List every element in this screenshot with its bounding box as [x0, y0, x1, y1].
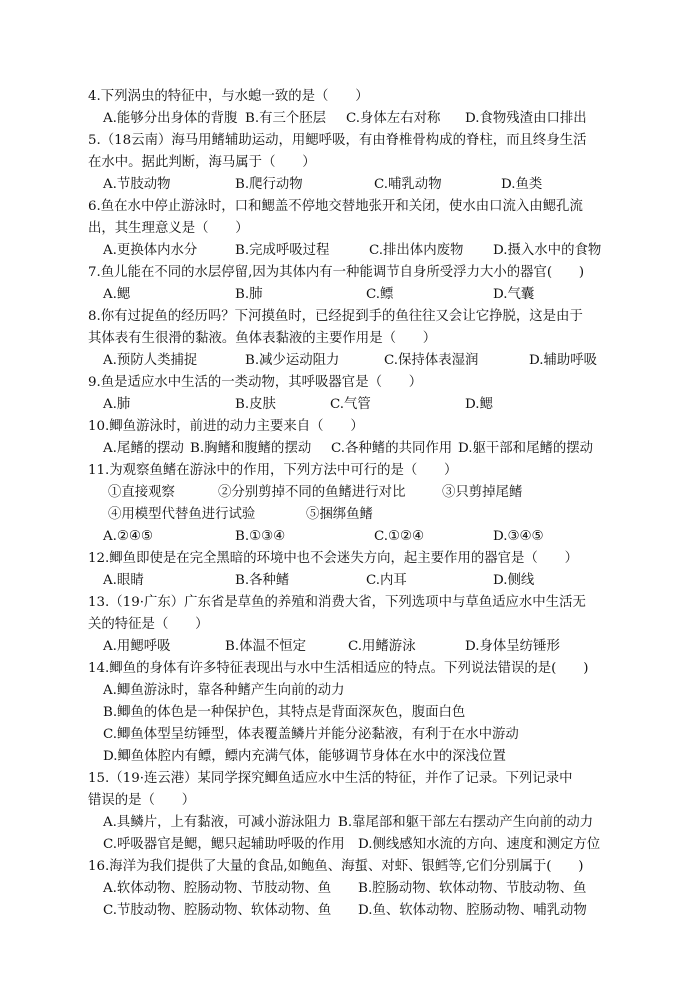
option-a: A.具鳞片，上有黏液，可减小游泳阻力: [103, 815, 332, 830]
option-a: A.尾鳍的摆动: [103, 441, 184, 456]
option-d: D.身体呈纺锤形: [465, 639, 560, 654]
sub-option-4: ④用模型代替鱼进行试验: [108, 507, 256, 522]
option-d: D.气囊: [493, 287, 535, 302]
option-d: D.③④⑤: [493, 529, 544, 544]
question-13-options: [0, 636, 696, 658]
option-d: D.食物残渣由口排出: [465, 111, 587, 126]
option-a: A.节肢动物: [103, 177, 171, 192]
option-d: D.摄入水中的食物: [493, 243, 602, 258]
question-5-stem-cont: 在水中。据此判断，海马属于（ ）: [88, 155, 316, 170]
question-13-stem: 13.（19·广东）广东省是草鱼的养殖和消费大省，下列选项中与草鱼适应水中生活无: [88, 595, 586, 610]
option-d: D.辅助呼吸: [529, 353, 598, 368]
option-b: B.体温不恒定: [225, 639, 307, 654]
question-16-options-row-2: [0, 900, 696, 922]
question-5-stem: 5.（18云南）海马用鳍辅助运动，用鳃呼吸，有由脊椎骨构成的脊柱，而且终身生活: [88, 133, 587, 148]
option-c: C.鲫鱼体型呈纺锤型，体表覆盖鳞片并能分泌黏液，有利于在水中游动: [103, 727, 519, 742]
question-6-stem: 6.鱼在水中停止游泳时，口和鳃盖不停地交替地张开和关闭，使水由口流入由鳃孔流: [88, 199, 583, 214]
question-13-stem-cont: 关的特征是（ ）: [88, 617, 209, 632]
option-c: C.身体左右对称: [346, 111, 441, 126]
option-b: B.靠尾部和躯干部左右摆动产生向前的动力: [338, 815, 594, 830]
question-15-stem-cont: 错误的是（ ）: [88, 793, 196, 808]
option-c: C.内耳: [366, 573, 407, 588]
option-a: A.鳃: [103, 287, 131, 302]
option-d: D.鲫鱼体腔内有鳔，鳔内充满气体，能够调节身体在水中的深浅位置: [103, 749, 506, 764]
question-14-stem: 14.鲫鱼的身体有许多特征表现出与水中生活相适应的特点。下列说法错误的是( ): [88, 661, 589, 676]
option-b: B.完成呼吸过程: [235, 243, 330, 258]
question-14-option-a: [0, 680, 696, 702]
question-4-stem: 4.下列涡虫的特征中，与水螅一致的是（ ）: [88, 89, 369, 104]
question-9-stem: 9.鱼是适应水中生活的一类动物，其呼吸器官是（ ）: [88, 375, 423, 390]
option-d: D.鱼类: [501, 177, 543, 192]
option-a: A.软体动物、腔肠动物、节肢动物、鱼: [103, 881, 332, 896]
option-b: B.①③④: [235, 529, 286, 544]
question-7-options: [0, 284, 696, 306]
question-14-option-c: [0, 724, 696, 746]
option-b: B.胸鳍和腹鳍的摆动: [190, 441, 312, 456]
question-5-options: [0, 174, 696, 196]
option-b: B.鲫鱼的体色是一种保护色，其特点是背面深灰色，腹面白色: [103, 705, 466, 720]
option-c: C.保持体表湿润: [384, 353, 479, 368]
question-11-stem: 11.为观察鱼鳍在游泳中的作用，下列方法中可行的是（ ）: [88, 463, 458, 478]
option-c: C.节肢动物、腔肠动物、软体动物、鱼: [103, 903, 332, 918]
option-a: A.能够分出身体的背腹: [103, 111, 238, 126]
option-b: B.爬行动物: [235, 177, 303, 192]
question-6-options: [0, 240, 696, 262]
question-9-options: [0, 394, 696, 416]
question-16-stem: 16.海洋为我们提供了大量的食品,如鲍鱼、海蜇、对虾、银鳕等,它们分别属于( ): [88, 859, 584, 874]
option-b: B.腔肠动物、软体动物、节肢动物、鱼: [358, 881, 587, 896]
option-b: B.肺: [235, 287, 263, 302]
option-b: B.有三个胚层: [245, 111, 327, 126]
sub-option-2: ②分别剪掉不同的鱼鳍进行对比: [218, 485, 406, 500]
question-12-options: [0, 570, 696, 592]
question-15-stem: 15.（19·连云港）某同学探究鲫鱼适应水中生活的特征，并作了记录。下列记录中: [88, 771, 573, 786]
option-d: D.鳃: [465, 397, 493, 412]
option-b: B.各种鳍: [235, 573, 290, 588]
question-11-sub-options-2: [0, 504, 696, 526]
option-a: A.鲫鱼游泳时，靠各种鳍产生向前的动力: [103, 683, 345, 698]
option-a: A.眼睛: [103, 573, 144, 588]
question-11-sub-options-1: [0, 482, 696, 504]
question-10-stem: 10.鲫鱼游泳时，前进的动力主要来自（ ）: [88, 419, 364, 434]
option-d: D.侧线感知水流的方向、速度和测定方位: [358, 837, 601, 852]
question-7-stem: 7.鱼儿能在不同的水层停留,因为其体内有一种能调节自身所受浮力大小的器官( ): [88, 265, 585, 280]
question-15-options-row-2: [0, 834, 696, 856]
option-a: A.②④⑤: [103, 529, 153, 544]
option-b: B.减少运动阻力: [245, 353, 340, 368]
question-8-options: [0, 350, 696, 372]
option-c: C.哺乳动物: [374, 177, 442, 192]
option-c: C.呼吸器官是鳃，鳃只起辅助呼吸的作用: [103, 837, 345, 852]
question-4-options: [0, 108, 696, 130]
option-d: D.鱼、软体动物、腔肠动物、哺乳动物: [358, 903, 587, 918]
option-b: B.皮肤: [235, 397, 276, 412]
question-11-options: [0, 526, 696, 548]
option-d: D.躯干部和尾鳍的摆动: [458, 441, 594, 456]
question-16-options-row-1: [0, 878, 696, 900]
question-6-stem-cont: 出，其生理意义是（ ）: [88, 221, 249, 236]
question-14-option-b: [0, 702, 696, 724]
option-a: A.肺: [103, 397, 131, 412]
sub-option-3: ③只剪掉尾鳍: [442, 485, 523, 500]
option-c: C.各种鳍的共同作用: [331, 441, 453, 456]
question-14-option-d: [0, 746, 696, 768]
option-c: C.①②④: [374, 529, 425, 544]
option-c: C.用鳍游泳: [348, 639, 416, 654]
option-d: D.侧线: [493, 573, 535, 588]
question-10-options: [0, 438, 696, 460]
sub-option-5: ⑤捆绑鱼鳍: [306, 507, 373, 522]
option-a: A.更换体内水分: [103, 243, 198, 258]
option-c: C.鳔: [366, 287, 394, 302]
question-8-stem-cont: 其体表有生很滑的黏液。鱼体表黏液的主要作用是（ ）: [88, 331, 437, 346]
sub-option-1: ①直接观察: [108, 485, 175, 500]
option-a: A.预防人类捕捉: [103, 353, 198, 368]
option-c: C.排出体内废物: [369, 243, 464, 258]
question-15-options-row-1: [0, 812, 696, 834]
option-c: C.气管: [330, 397, 371, 412]
question-8-stem: 8.你有过捉鱼的经历吗？下河摸鱼时，已经捉到手的鱼往往又会让它挣脱，这是由于: [88, 309, 583, 324]
option-a: A.用鳃呼吸: [103, 639, 171, 654]
question-12-stem: 12.鲫鱼即使是在完全黑暗的环境中也不会迷失方向，起主要作用的器官是（ ）: [88, 551, 578, 566]
